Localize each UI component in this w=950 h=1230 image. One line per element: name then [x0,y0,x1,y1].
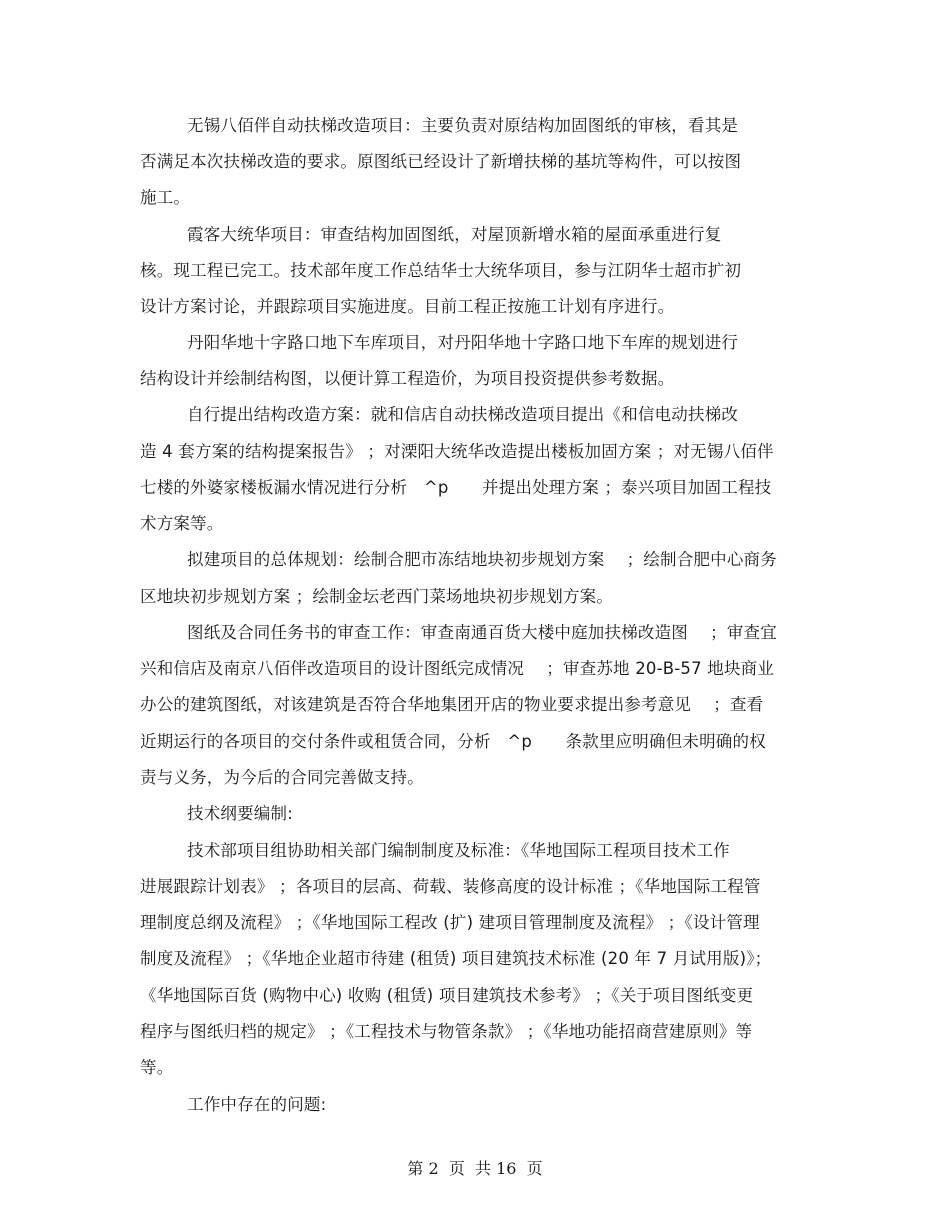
text-line: 进展跟踪计划表》 ；各项目的层高、荷载、装修高度的设计标准 ；《华地国际工程管 [140,877,761,896]
text-line: 否满足本次扶梯改造的要求。原图纸已经设计了新增扶梯的基坑等构件，可以按图 [140,152,742,171]
text-line: 技术部项目组协助相关部门编制制度及标准：《华地国际工程项目技术工作 [187,841,730,860]
text-line: 设计方案讨论，并跟踪项目实施进度。目前工程正按施工计划有序进行。 [140,297,675,316]
page-number-footer: 第 2 页 共 16 页 [407,1159,543,1178]
text-line: 核。现工程已完工。技术部年度工作总结华士大统华项目，参与江阴华士超市扩初 [140,261,742,280]
text-line: 近期运行的各项目的交付条件或租赁合同，分析 ^p 条款里应明确但未明确的权 [140,732,766,751]
text-line: 术方案等。 [140,514,224,533]
text-line: 程序与图纸归档的规定》 ；《工程技术与物管条款》 ；《华地功能招商营建原则》等 [140,1022,753,1041]
text-line: 结构设计并绘制结构图，以便计算工程造价，为项目投资提供参考数据。 [140,369,675,388]
section-heading: 工作中存在的问题: [187,1095,327,1114]
text-line: 自行提出结构改造方案：就和信店自动扶梯改造项目提出《和信电动扶梯改 [187,405,739,424]
text-line: 图纸及合同任务书的审查工作：审查南通百货大楼中庭加扶梯改造图 ；审查宜 [187,623,777,642]
section-heading: 技术纲要编制: [187,804,293,823]
text-line: 责与义务，为今后的合同完善做支持。 [140,768,424,787]
text-line: 制度及流程》 ；《华地企业超市待建 (租赁) 项目建筑技术标准 (20 年 7 月试用版)》； [140,949,772,968]
text-line: 兴和信店及南京八佰伴改造项目的设计图纸完成情况 ；审查苏地 20-B-57 地块商业 [140,659,775,678]
text-line: 区地块初步规划方案 ；绘制金坛老西门菜场地块初步规划方案。 [140,587,614,606]
text-line: 无锡八佰伴自动扶梯改造项目：主要负责对原结构加固图纸的审核，看其是 [187,116,739,135]
text-line: 丹阳华地十字路口地下车库项目，对丹阳华地十字路口地下车库的规划进行 [187,333,739,352]
text-line: 霞客大统华项目：审查结构加固图纸，对屋顶新增水箱的屋面承重进行复 [187,225,722,244]
text-line: 《华地国际百货 (购物中心) 收购 (租赁) 项目建筑技术参考》 ；《关于项目图纸变更 [140,986,754,1005]
text-line: 办公的建筑图纸，对该建筑是否符合华地集团开店的物业要求提出参考意见 ；查看 [140,695,764,714]
text-line: 造 4 套方案的结构提案报告》 ；对溧阳大统华改造提出楼板加固方案 ；对无锡八佰伴 [140,442,774,461]
text-line: 施工。 [140,188,191,207]
text-line: 拟建项目的总体规划：绘制合肥市冻结地块初步规划方案 ；绘制合肥中心商务 [187,550,777,569]
text-line: 七楼的外婆家楼板漏水情况进行分析 ^p 并提出处理方案 ；泰兴项目加固工程技 [140,478,772,497]
text-line: 理制度总纲及流程》 ；《华地国际工程改 (扩) 建项目管理制度及流程》 ；《设计管理 [140,913,760,932]
text-line: 等。 [140,1058,174,1077]
